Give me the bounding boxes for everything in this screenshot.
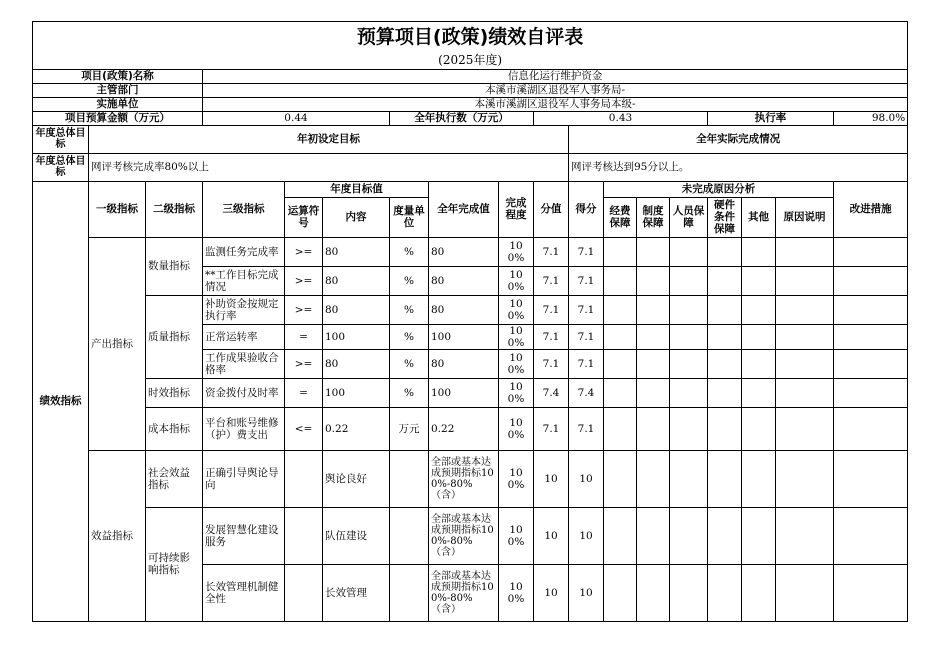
unit-value: 本溪市溪湖区退役军人事务局本级- bbox=[203, 97, 908, 111]
performance-table-sheet bbox=[32, 21, 907, 622]
indicator-degree: 100% bbox=[499, 450, 534, 507]
indicator-score-value: 7.4 bbox=[534, 378, 569, 407]
indicator-op: >= bbox=[285, 295, 323, 324]
indicator-score: 7.1 bbox=[569, 407, 604, 450]
indicator-name: 正确引导舆论导向 bbox=[203, 450, 285, 507]
indicator-name: **工作目标完成情况 bbox=[203, 266, 285, 295]
goal-actual-text: 网评考核达到95分以上。 bbox=[569, 153, 908, 181]
indicator-full-value: 80 bbox=[429, 266, 499, 295]
header-reason-group: 未完成原因分析 bbox=[604, 181, 834, 197]
rate-label: 执行率 bbox=[708, 111, 834, 125]
group-social: 社会效益指标 bbox=[146, 450, 203, 507]
indicator-score-value: 7.1 bbox=[534, 407, 569, 450]
indicator-score-value: 10 bbox=[534, 564, 569, 621]
goal-actual-header: 全年实际完成情况 bbox=[569, 125, 908, 153]
indicator-degree: 100% bbox=[499, 378, 534, 407]
dept-value: 本溪市溪湖区退役军人事务局- bbox=[203, 83, 908, 97]
indicator-content: 80 bbox=[323, 295, 390, 324]
indicator-full-value: 80 bbox=[429, 295, 499, 324]
indicator-score: 7.1 bbox=[569, 324, 604, 349]
indicator-unit: % bbox=[390, 349, 429, 378]
dept-label: 主管部门 bbox=[33, 83, 203, 97]
indicator-unit bbox=[390, 564, 429, 621]
goal-plan-header: 年初设定目标 bbox=[89, 125, 569, 153]
perf-indicator-label: 绩效指标 bbox=[33, 181, 89, 621]
indicator-content: 80 bbox=[323, 349, 390, 378]
header-reason-system: 制度保障 bbox=[637, 197, 670, 237]
indicator-score: 10 bbox=[569, 507, 604, 564]
indicator-degree: 100% bbox=[499, 564, 534, 621]
indicator-full-value: 全部或基本达成预期指标100%-80%（含） bbox=[429, 564, 499, 621]
indicator-score-value: 7.1 bbox=[534, 237, 569, 266]
goal-label-row: 年度总体目标 bbox=[33, 153, 89, 181]
indicator-unit: % bbox=[390, 295, 429, 324]
indicator-content: 100 bbox=[323, 324, 390, 349]
page-subtitle: (2025年度) bbox=[33, 52, 908, 69]
indicator-full-value: 100 bbox=[429, 378, 499, 407]
indicator-score-value: 7.1 bbox=[534, 295, 569, 324]
header-content: 内容 bbox=[323, 197, 390, 237]
indicator-unit: % bbox=[390, 324, 429, 349]
header-level2: 二级指标 bbox=[146, 181, 203, 237]
indicator-full-value: 100 bbox=[429, 324, 499, 349]
indicator-score: 7.1 bbox=[569, 266, 604, 295]
group-timeliness: 时效指标 bbox=[146, 378, 203, 407]
indicator-content: 舆论良好 bbox=[323, 450, 390, 507]
indicator-score: 10 bbox=[569, 564, 604, 621]
indicator-name: 正常运转率 bbox=[203, 324, 285, 349]
indicator-name: 补助资金按规定执行率 bbox=[203, 295, 285, 324]
indicator-name: 长效管理机制健全性 bbox=[203, 564, 285, 621]
group-benefit: 效益指标 bbox=[89, 450, 146, 621]
header-reason-other: 其他 bbox=[742, 197, 776, 237]
indicator-unit bbox=[390, 450, 429, 507]
group-sustain: 可持续影响指标 bbox=[146, 507, 203, 621]
header-degree: 完成程度 bbox=[499, 181, 534, 237]
header-full-value: 全年完成值 bbox=[429, 181, 499, 237]
indicator-degree: 100% bbox=[499, 266, 534, 295]
indicator-full-value: 全部或基本达成预期指标100%-80%（含） bbox=[429, 450, 499, 507]
indicator-unit bbox=[390, 507, 429, 564]
header-score-value: 分值 bbox=[534, 181, 569, 237]
group-quality: 质量指标 bbox=[146, 295, 203, 378]
budget-label: 项目预算金额（万元） bbox=[33, 111, 203, 125]
project-name-label: 项目(政策)名称 bbox=[33, 69, 203, 83]
indicator-score: 7.1 bbox=[569, 349, 604, 378]
exec-value: 0.43 bbox=[534, 111, 708, 125]
indicator-full-value: 80 bbox=[429, 349, 499, 378]
header-reason-staff: 人员保障 bbox=[670, 197, 708, 237]
indicator-unit: % bbox=[390, 237, 429, 266]
indicator-op bbox=[285, 564, 323, 621]
project-name-value: 信息化运行维护资金 bbox=[203, 69, 908, 83]
performance-table bbox=[32, 21, 908, 622]
goal-plan-text: 网评考核完成率80%以上 bbox=[89, 153, 569, 181]
indicator-score: 7.1 bbox=[569, 295, 604, 324]
header-unit: 度量单位 bbox=[390, 197, 429, 237]
indicator-score: 7.1 bbox=[569, 237, 604, 266]
indicator-op: >= bbox=[285, 237, 323, 266]
indicator-name: 工作成果验收合格率 bbox=[203, 349, 285, 378]
indicator-content: 0.22 bbox=[323, 407, 390, 450]
exec-label: 全年执行数（万元） bbox=[390, 111, 534, 125]
indicator-degree: 100% bbox=[499, 349, 534, 378]
header-reason-hardware: 硬件条件保障 bbox=[708, 197, 742, 237]
group-cost: 成本指标 bbox=[146, 407, 203, 450]
indicator-op bbox=[285, 450, 323, 507]
header-reason-fund: 经费保障 bbox=[604, 197, 637, 237]
indicator-degree: 100% bbox=[499, 507, 534, 564]
indicator-degree: 100% bbox=[499, 237, 534, 266]
indicator-score-value: 10 bbox=[534, 450, 569, 507]
indicator-full-value: 80 bbox=[429, 237, 499, 266]
indicator-degree: 100% bbox=[499, 407, 534, 450]
unit-label: 实施单位 bbox=[33, 97, 203, 111]
indicator-score-value: 7.1 bbox=[534, 349, 569, 378]
indicator-score-value: 10 bbox=[534, 507, 569, 564]
indicator-content: 100 bbox=[323, 378, 390, 407]
indicator-op: = bbox=[285, 378, 323, 407]
indicator-content: 队伍建设 bbox=[323, 507, 390, 564]
rate-value: 98.0% bbox=[834, 111, 908, 125]
indicator-name: 监测任务完成率 bbox=[203, 237, 285, 266]
indicator-op: = bbox=[285, 324, 323, 349]
header-level1: 一级指标 bbox=[89, 181, 146, 237]
header-op: 运算符号 bbox=[285, 197, 323, 237]
indicator-op bbox=[285, 507, 323, 564]
page-title: 预算项目(政策)绩效自评表 bbox=[33, 22, 908, 53]
indicator-op: <= bbox=[285, 407, 323, 450]
header-target-group: 年度目标值 bbox=[285, 181, 429, 197]
indicator-unit: 万元 bbox=[390, 407, 429, 450]
indicator-name: 发展智慧化建设服务 bbox=[203, 507, 285, 564]
indicator-score-value: 7.1 bbox=[534, 266, 569, 295]
indicator-op: >= bbox=[285, 349, 323, 378]
indicator-unit: % bbox=[390, 378, 429, 407]
indicator-degree: 100% bbox=[499, 324, 534, 349]
indicator-full-value: 全部或基本达成预期指标100%-80%（含） bbox=[429, 507, 499, 564]
indicator-unit: % bbox=[390, 266, 429, 295]
indicator-score-value: 7.1 bbox=[534, 324, 569, 349]
group-output: 产出指标 bbox=[89, 237, 146, 450]
header-level3: 三级指标 bbox=[203, 181, 285, 237]
indicator-name: 平台和账号维修（护）费支出 bbox=[203, 407, 285, 450]
indicator-name: 资金拨付及时率 bbox=[203, 378, 285, 407]
header-score: 得分 bbox=[569, 181, 604, 237]
budget-value: 0.44 bbox=[203, 111, 390, 125]
goal-label-top: 年度总体目标 bbox=[33, 125, 89, 153]
group-quantity: 数量指标 bbox=[146, 237, 203, 295]
header-improve: 改进措施 bbox=[834, 181, 908, 237]
indicator-score: 7.4 bbox=[569, 378, 604, 407]
indicator-content: 80 bbox=[323, 266, 390, 295]
indicator-content: 80 bbox=[323, 237, 390, 266]
indicator-content: 长效管理 bbox=[323, 564, 390, 621]
indicator-score: 10 bbox=[569, 450, 604, 507]
indicator-op: >= bbox=[285, 266, 323, 295]
header-reason-desc: 原因说明 bbox=[776, 197, 834, 237]
indicator-degree: 100% bbox=[499, 295, 534, 324]
indicator-full-value: 0.22 bbox=[429, 407, 499, 450]
